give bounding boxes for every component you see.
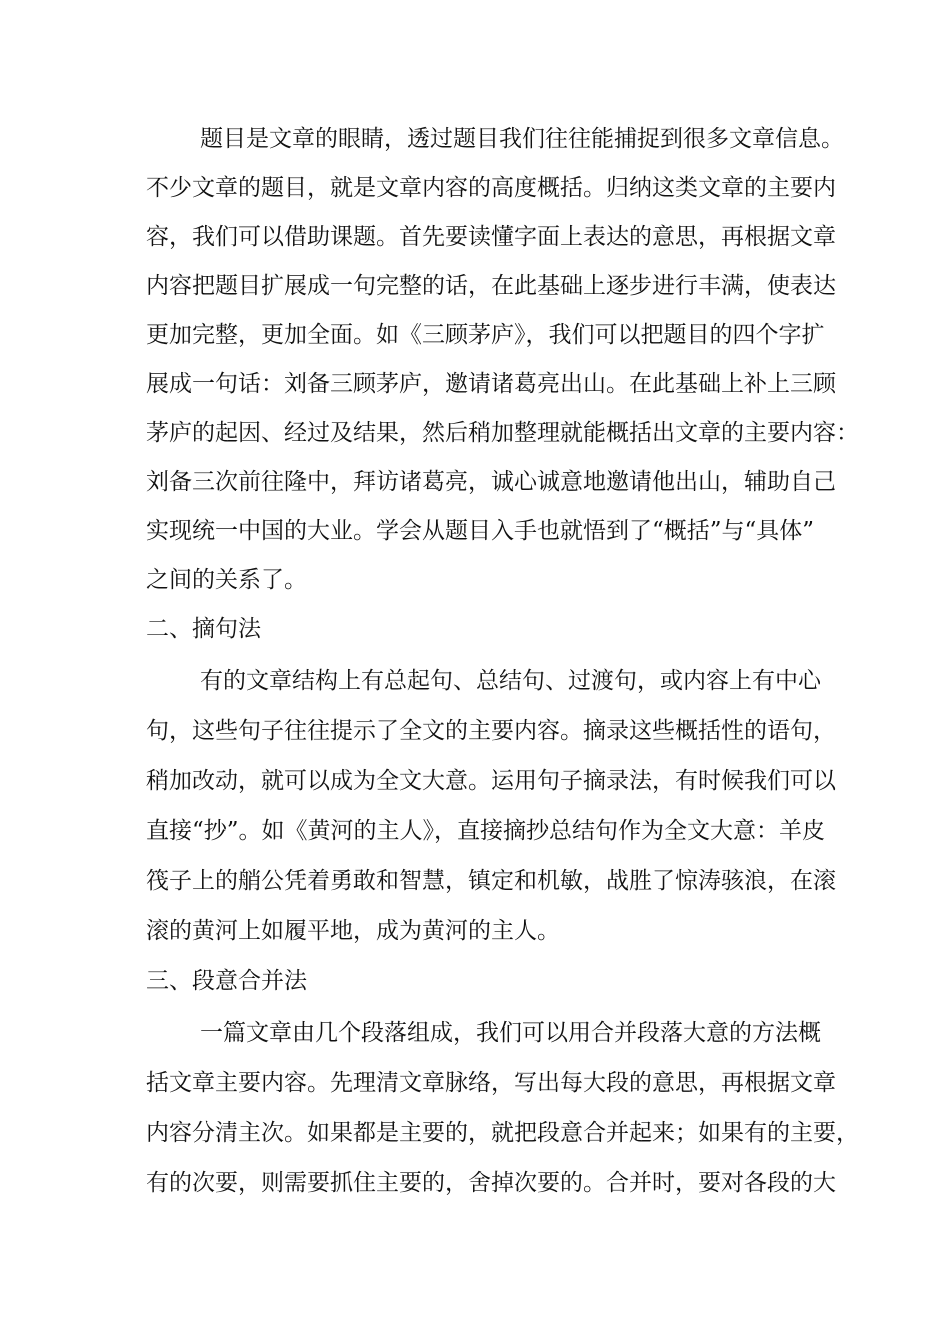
paragraph-line: 括文章主要内容。先理清文章脉络，写出每大段的意思，再根据文章 (146, 1070, 836, 1096)
paragraph-line: 直接“抄”。如《黄河的主人》，直接摘抄总结句作为全文大意：羊皮 (146, 818, 826, 844)
paragraph-line: 实现统一中国的大业。学会从题目入手也就悟到了“概括”与“具体” (146, 518, 815, 544)
paragraph-line: 一篇文章由几个段落组成，我们可以用合并段落大意的方法概 (200, 1020, 821, 1046)
paragraph-line: 之间的关系了。 (146, 567, 307, 593)
paragraph-line: 有的次要，则需要抓住主要的，舍掉次要的。合并时，要对各段的大 (146, 1170, 836, 1196)
section-heading-paragraph-merging: 三、段意合并法 (146, 968, 307, 994)
paragraph-line: 题目是文章的眼睛，透过题目我们往往能捕捉到很多文章信息。 (200, 126, 844, 152)
paragraph-line: 稍加改动，就可以成为全文大意。运用句子摘录法，有时候我们可以 (146, 768, 836, 794)
paragraph-line: 滚的黄河上如履平地，成为黄河的主人。 (146, 918, 560, 944)
paragraph-line: 容，我们可以借助课题。首先要读懂字面上表达的意思，再根据文章 (146, 224, 836, 250)
paragraph-line: 内容分清主次。如果都是主要的，就把段意合并起来；如果有的主要， (146, 1120, 859, 1146)
paragraph-line: 内容把题目扩展成一句完整的话，在此基础上逐步进行丰满，使表达 (146, 273, 836, 299)
paragraph-line: 筏子上的艄公凭着勇敢和智慧，镇定和机敏，战胜了惊涛骇浪，在滚 (146, 868, 836, 894)
section-heading-sentence-extraction: 二、摘句法 (146, 616, 261, 642)
paragraph-line: 句，这些句子往往提示了全文的主要内容。摘录这些概括性的语句， (146, 718, 836, 744)
paragraph-line: 不少文章的题目，就是文章内容的高度概括。归纳这类文章的主要内 (146, 175, 836, 201)
paragraph-line: 茅庐的起因、经过及结果，然后稍加整理就能概括出文章的主要内容： (146, 420, 859, 446)
paragraph-line: 更加完整，更加全面。如《三顾茅庐》，我们可以把题目的四个字扩 (146, 322, 825, 348)
paragraph-line: 刘备三次前往隆中，拜访诸葛亮，诚心诚意地邀请他出山，辅助自己 (146, 469, 836, 495)
paragraph-line: 有的文章结构上有总起句、总结句、过渡句，或内容上有中心 (200, 668, 821, 694)
paragraph-line: 展成一句话：刘备三顾茅庐，邀请诸葛亮出山。在此基础上补上三顾 (146, 371, 836, 397)
